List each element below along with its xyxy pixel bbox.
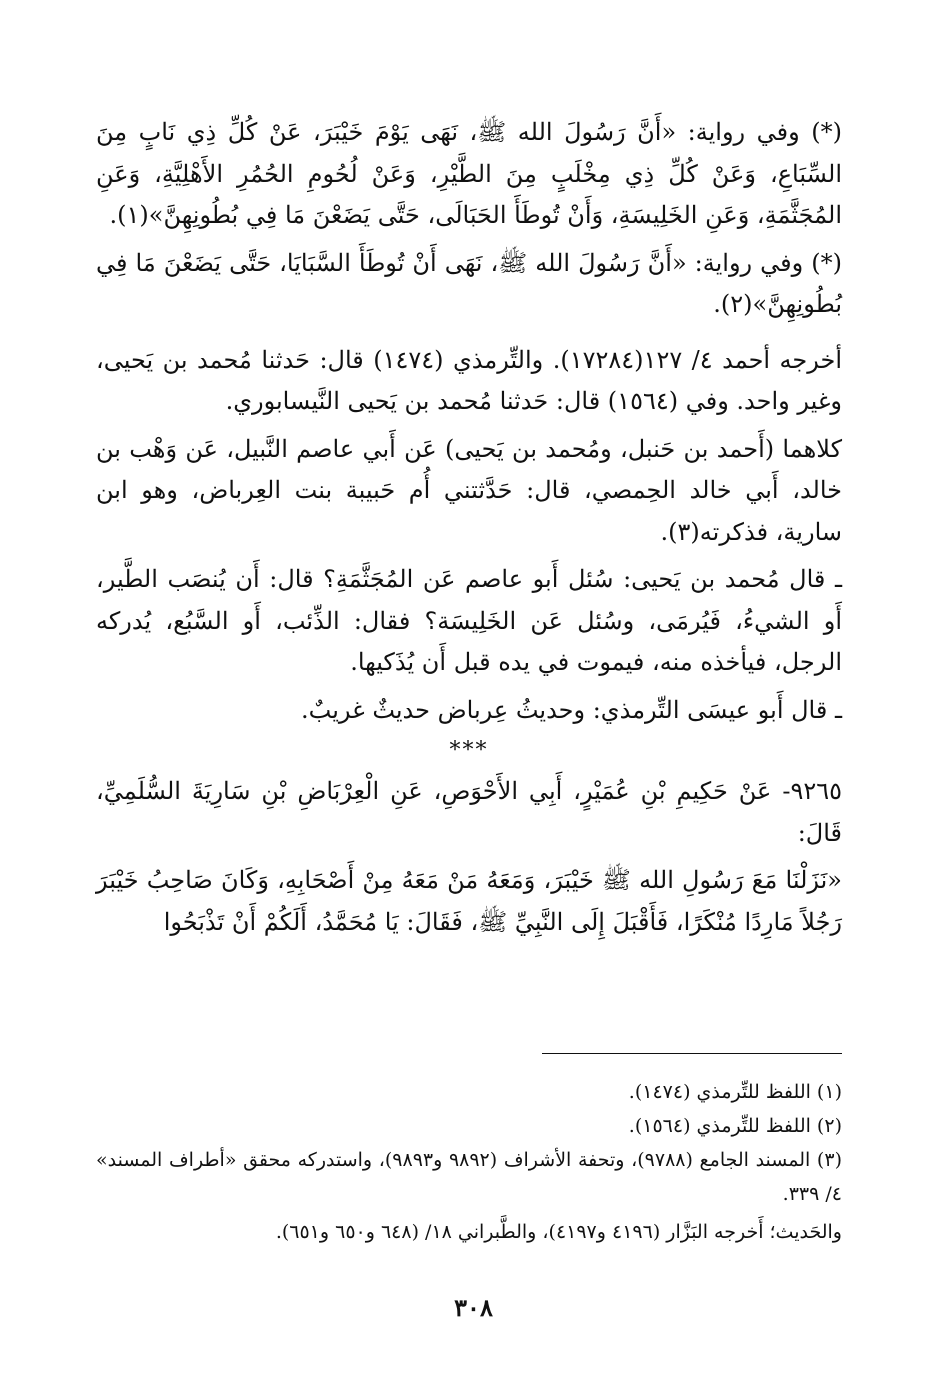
narration-paragraph-1: (*) وفي رواية: «أَنَّ رَسُولَ الله ﷺ، نَهَى يَوْمَ خَيْبَرَ، عَنْ كُلِّ ذِي نَابٍ مِنَ السِّبَاعِ، وَعَنْ كُلِّ ذِي مِخْلَبٍ مِنَ الطَّيْرِ، وَعَنْ لُحُومِ الحُمُرِ الأَهْلِيَّةِ، وَعَنِ المُجَثَّمَةِ، وَعَنِ الخَلِيسَةِ، وَأَنْ تُوطَأَ الحَبَالَى، حَتَّى يَضَعْنَ مَا فِي بُطُونِهِنَّ»(١). — [96, 118, 842, 229]
main-text — [96, 112, 842, 943]
tirmidhi-comment: ـ قال أَبو عيسَى التِّرمذي: وحديثُ عِرباض حديثٌ غريبٌ. — [301, 695, 842, 724]
page-number: ٣٠٨ — [454, 1293, 493, 1322]
section-separator: *** — [449, 738, 489, 763]
hadith-heading: ٩٢٦٥- عَنْ حَكِيمِ بْنِ عُمَيْرٍ، أَبِي الأَحْوَصِ، عَنِ الْعِرْبَاضِ بْنِ سَارِيَةَ السُّلَمِيِّ، قَالَ: — [96, 777, 842, 847]
hadith-text: «نَزَلْنَا مَعَ رَسُولِ الله ﷺ خَيْبَرَ، وَمَعَهُ مَنْ مَعَهُ مِنْ أَصْحَابِهِ، وَكَانَ صَاحِبُ خَيْبَرَ رَجُلاً مَارِدًا مُنْكَرًا، فَأَقْبَلَ إِلَى النَّبِيِّ ﷺ، فَقَالَ: يَا مُحَمَّدُ، أَلَكُمْ أَنْ تَذْبَحُوا — [96, 866, 842, 936]
takhrij-paragraph: أخرجه أحمد ٤/ ١٢٧(١٧٢٨٤). والتِّرمذي (١٤٧٤) قال: حَدثنا مُحمد بن يَحيى، وغير واحد. وفي (١٥٦٤) قال: حَدثنا مُحمد بن يَحيى النَّيسابوري. — [96, 345, 843, 415]
footnote-4: والحَديث؛ أَخرجه البَزَّار (٤١٩٦ و٤١٩٧)، والطَّبراني ١٨/ (٦٤٨ و٦٥٠ و٦٥١). — [275, 1221, 842, 1243]
footnotes — [96, 1075, 842, 1249]
footnote-2: (٢) اللفظ للتِّرمذي (١٥٦٤). — [628, 1115, 842, 1137]
footnote-3: (٣) المسند الجامع (٩٧٨٨)، وتحفة الأشراف (٩٨٩٢ و٩٨٩٣)، واستدركه محقق «أطراف المسند» ٤/ ٣٣٩. — [96, 1149, 842, 1205]
explanation-paragraph: ـ قال مُحمد بن يَحيى: سُئل أَبو عاصم عَن المُجَثَّمَةِ؟ قال: أَن يُنصَب الطَّير، أَو الشيءُ، فَيُرمَى، وسُئل عَن الخَلِيسَة؟ فقال: الذِّئب، أَو السَّبُع، يُدركه الرجل، فيأخذه منه، فيموت في يده قبل أَن يُذَكيها. — [96, 565, 842, 676]
narration-paragraph-2: (*) وفي رواية: «أَنَّ رَسُولَ الله ﷺ، نَهَى أَنْ تُوطَأَ السَّبَايَا، حَتَّى يَضَعْنَ مَا فِي بُطُونِهِنَّ»(٢). — [96, 248, 842, 318]
footnote-1: (١) اللفظ للتِّرمذي (١٤٧٤). — [628, 1081, 842, 1103]
footnote-divider — [542, 1053, 842, 1054]
chain-paragraph: كلاهما (أَحمد بن حَنبل، ومُحمد بن يَحيى) عَن أَبي عاصم النَّبيل، عَن وَهْب بن خالد، أَبي خالد الحِمصي، قال: حَدَّثتني أُم حَبيبة بنت العِرباض، وهو ابن سارية، فذكرته(٣). — [96, 434, 843, 546]
